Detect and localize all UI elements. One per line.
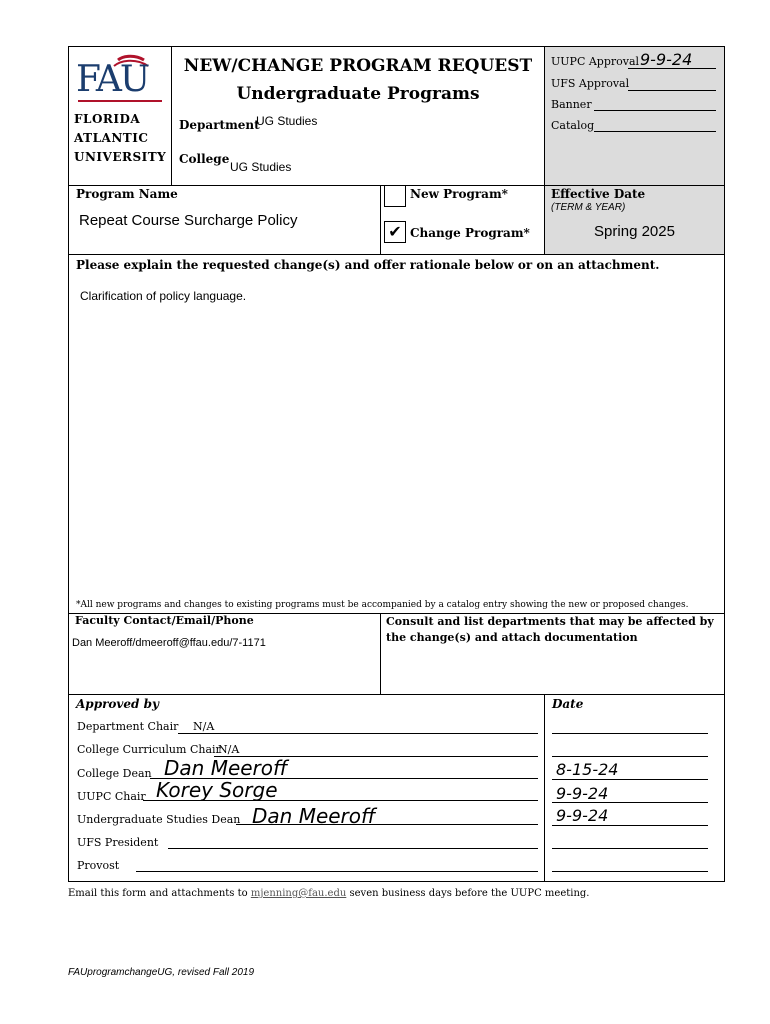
uupc-chair-date: 9-9-24 [556,784,609,803]
uupc-chair-line [143,800,538,801]
ugs-dean-label: Undergraduate Studies Dean [77,813,241,826]
email-instruction [68,888,589,899]
college-dean-label: College Dean [77,767,152,780]
new-program-label: New Program* [410,187,508,201]
logo-text: FAU [76,59,149,100]
department-chair-date-line[interactable] [552,733,708,734]
college-dean-signature: Dan Meeroff [164,756,288,780]
effective-date-field[interactable]: Spring 2025 [594,223,675,240]
ugs-dean-line [236,824,538,825]
effective-date-label: Effective Date [551,187,646,201]
catalog-footnote: *All new programs and changes to existing programs must be accompanied by a catalog entry showing the new or proposed changes. [76,600,689,610]
ugs-dean-signature: Dan Meeroff [252,804,376,828]
form-title: NEW/CHANGE PROGRAM REQUEST [183,56,533,76]
department-chair-label: Department Chair [77,720,179,733]
uupc-chair-label: UUPC Chair [77,790,146,803]
ugs-dean-date: 9-9-24 [556,806,609,825]
email-link[interactable]: mjenning@fau.edu [250,888,347,899]
email-instruction-prefix: Email this form and attachments to [68,888,248,899]
college-field[interactable]: UG Studies [230,160,292,174]
explanation-prompt: Please explain the requested change(s) and offer rationale below or on an attachment. [76,258,660,272]
uupc-chair-date-line [552,802,708,803]
college-label: College [179,152,230,166]
fau-logo [74,54,166,106]
explanation-section [68,254,725,614]
catalog-label: Catalog [551,119,595,132]
provost-date-line[interactable] [552,871,708,872]
date-label: Date [552,697,584,711]
program-name-field[interactable]: Repeat Course Surcharge Policy [79,212,298,229]
uupc-approval-label: UUPC Approval [551,55,640,68]
ugs-dean-date-line [552,825,708,826]
new-program-checkbox[interactable] [384,185,406,207]
college-dean-date: 8-15-24 [556,760,619,779]
university-name-line2: ATLANTIC [74,131,149,145]
approved-by-label: Approved by [76,697,159,711]
provost-line[interactable] [136,871,538,872]
catalog-line[interactable] [594,131,716,132]
department-label: Department [179,118,260,132]
faculty-contact-label: Faculty Contact/Email/Phone [75,614,254,627]
banner-line[interactable] [594,110,716,111]
ufs-approval-label: UFS Approval [551,77,630,90]
department-chair-line [178,733,538,734]
banner-label: Banner [551,98,592,111]
ufs-approval-line[interactable] [628,90,716,91]
university-name-line3: UNIVERSITY [74,150,167,164]
form-subtitle: Undergraduate Programs [236,84,480,104]
curriculum-chair-value[interactable]: N/A [218,743,240,756]
department-chair-value[interactable]: N/A [193,720,215,733]
college-dean-date-line [552,779,708,780]
ufs-president-label: UFS President [77,836,159,849]
uupc-chair-signature: Korey Sorge [156,778,278,802]
change-program-label: Change Program* [410,226,530,240]
term-year-label: (TERM & YEAR) [551,202,626,213]
uupc-approval-handwriting: 9-9-24 [640,50,693,69]
university-name-line1: FLORIDA [74,112,141,126]
email-instruction-suffix: seven business days before the UUPC meeting. [349,888,590,899]
ufs-president-line[interactable] [168,848,538,849]
program-name-label: Program Name [76,187,178,201]
explanation-field[interactable]: Clarification of policy language. [80,289,247,303]
change-program-checkbox[interactable]: ✔ [384,221,406,243]
ufs-president-date-line[interactable] [552,848,708,849]
curriculum-chair-label: College Curriculum Chair [77,743,221,756]
faculty-contact-field[interactable]: Dan Meeroff/dmeeroff@ffau.edu/7-1171 [72,637,266,649]
consult-label: Consult and list departments that may be affected by the change(s) and attach documentation [386,615,714,644]
provost-label: Provost [77,859,120,872]
department-field[interactable]: UG Studies [256,114,318,128]
curriculum-chair-date-line[interactable] [552,756,708,757]
revision-note: FAUprogramchangeUG, revised Fall 2019 [68,967,255,978]
